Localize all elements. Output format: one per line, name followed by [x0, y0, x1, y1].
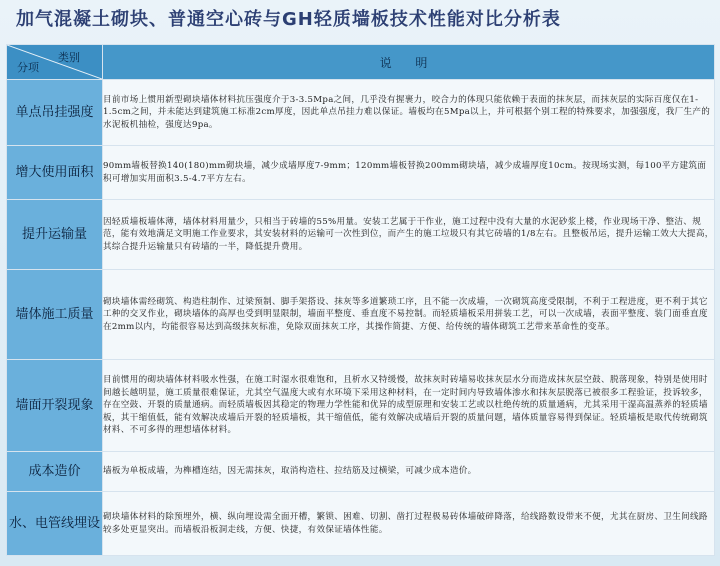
row-description: 因轻质墙板墙体薄，墙体材料用量少，只相当于砖墙的55%用量。安装工艺属于干作业，施工过程中没有大量的水泥砂浆上楼，作业现场干净、整洁、规范，能有效地满足文明施工作业要求，其安装材料的运输可一次性到位，而产生的施工垃圾只有其它砖墙的1/8左右。且整板吊运，提升运输工效大大提高，其综合提升运输量只有砖墙的一半，降低提升费用。: [103, 200, 715, 270]
comparison-table: [6, 44, 715, 556]
row-label: 单点吊挂强度: [7, 80, 103, 146]
category-label: 类别: [58, 51, 80, 64]
table-row: [7, 270, 715, 360]
row-label: 增大使用面积: [7, 146, 103, 200]
table-row: [7, 146, 715, 200]
table-row: [7, 452, 715, 492]
table-row: [7, 492, 715, 556]
row-description: 砌块墙体需经砌筑、构造柱制作、过梁预制、脚手架搭设、抹灰等多道繁琐工序，且不能一次成墙，一次砌筑高度受限制，不利于工程进度，更不利于其它工种的交叉作业，砌块墙体的高厚也受到明显限制，墙面平整度、垂直度不易控制。而轻质墙板采用拼装工艺，可以一次成墙，表面平整度、装门面垂直度在2mm以内，均能很容易达到高级抹灰标准，免除双面抹灰工序，其操作简捷、方便、给传统的墙体砌筑工艺带来革命性的变革。: [103, 270, 715, 360]
row-label: 墙体施工质量: [7, 270, 103, 360]
table-row: [7, 80, 715, 146]
row-label: 墙面开裂现象: [7, 360, 103, 452]
row-description: 墙板为单板成墙，为榫槽连结，因无需抹灰，取消构造柱、拉结筋及过横梁，可减少成本造价。: [103, 452, 715, 492]
row-description: 砌块墙体材料的除预埋外，横、纵向埋设需全面开槽，繁锁、困难、切割、凿打过程极易砖体墙破碎降落，给线路数设带来不便，尤其在厨房、卫生间线路较多处更显突出。而墙板沿板洞走线，方便、快捷，有效保证墙体性能。: [103, 492, 715, 556]
row-label: 水、电管线埋设: [7, 492, 103, 556]
row-description: 目前惯用的砌块墙体材料吸水性强，在施工时湿水很难饱和，且析水又特缓慢，故抹灰时砖墙易收抹灰层水分而造成抹灰层空鼓、脱落现象，特别是使用时间越长越明显，施工质量很难保证，尤其空气温度大或有水环境下采用这种材料，在一定时间内导致墙体渗水和抹灰层脱落已被很多工程验证，投诉较多，存在空鼓、开裂的质量通病。而轻质墙板因其稳定的物理力学性能和优异的成型原理和安装工艺或以杜绝传统的质量通病，尤其采用干湿高温蒸养的轻质墙板，其干缩值低，能有效解决成墙后开裂的轻质墙板，其干缩值低，能有效解决成墙后开裂的质量问题，墙体质量容易得到保证。轻质墙板是取代传统砌筑材料、不可多得的理想墙体材料。: [103, 360, 715, 452]
row-description: 90mm墙板替换140(180)mm砌块墙，减少成墙厚度7-9mm；120mm墙板替换200mm砌块墙，减少成墙厚度10cm。按现场实测，每100平方建筑面积可增加实用面积3.5-4.7平方左右。: [103, 146, 715, 200]
row-description: 目前市场上惯用新型砌块墙体材料抗压强度介于3-3.5Mpa之间，几乎没有握裹力，咬合力的体现只能依赖于表面的抹灰层，而抹灰层的实际百度仅在1-1.5cm之间，并未能达到建筑施工标准2cm厚度，因此单点吊挂力难以保证。墙板均在5Mpa以上，并可根据个别工程的特殊要求，加强强度，我厂生产的水泥板机抽检，强度达9pa。: [103, 80, 715, 146]
table-header-row: [7, 45, 715, 80]
table-row: [7, 200, 715, 270]
table-row: [7, 360, 715, 452]
item-label: 分项: [17, 61, 39, 74]
category-header-cell: [7, 45, 103, 80]
page-title: 加气混凝土砌块、普通空心砖与GH轻质墙板技术性能对比分析表: [16, 9, 561, 30]
row-label: 提升运输量: [7, 200, 103, 270]
description-header: 说 明: [103, 45, 715, 80]
row-label: 成本造价: [7, 452, 103, 492]
